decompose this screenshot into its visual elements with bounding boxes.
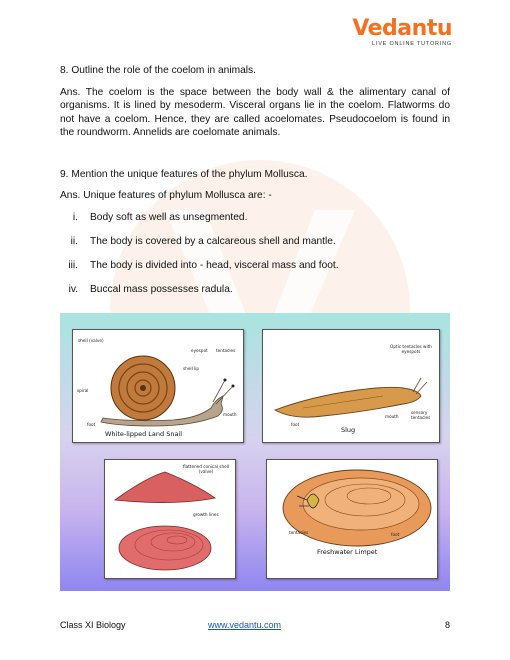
label-sensory-tentacles: sensory tentacles xyxy=(411,410,431,420)
label-growth-lines: growth lines xyxy=(193,512,219,517)
label-optic-tentacles: Optic tentacles with eyespots xyxy=(390,344,432,354)
list-item xyxy=(60,259,450,283)
answer-8: Ans. The coelom is the space between the body wall & the alimentary canal of organisms. It is lined by mesoderm. Visceral organs lie in the coelom. Flatworms do not have a coelom. Hence, they are called acoelomates. Pseudocoelom is found in the roundworm. Annelids are coelomate animals. xyxy=(60,86,450,138)
list-item xyxy=(60,283,450,307)
label-limpet-tentacles: tentacles xyxy=(289,530,309,535)
label-foot: foot xyxy=(87,422,96,427)
list-item-text: The body is covered by a calcareous shell and mantle. xyxy=(90,235,336,247)
caption-slug: Slug xyxy=(341,426,356,434)
page-number: 8 xyxy=(444,620,450,630)
snail-panel xyxy=(72,329,244,443)
limpet-panel xyxy=(266,459,438,579)
label-eyespot: eyespot xyxy=(191,348,208,353)
label-slug-foot: foot xyxy=(291,422,300,427)
caption-snail: White-lipped Land Snail xyxy=(105,430,183,438)
list-item-number: iv. xyxy=(68,283,78,295)
question-8: 8. Outline the role of the coelom in animals. xyxy=(60,65,256,76)
footer-subject: Class XI Biology xyxy=(60,620,126,630)
list-item-number: iii. xyxy=(68,259,78,271)
mollusca-figure xyxy=(60,313,450,591)
label-limpet-foot: foot xyxy=(391,532,400,537)
page-content xyxy=(60,64,450,307)
shell-panel xyxy=(104,459,236,579)
answer-9-intro: Ans. Unique features of phylum Mollusca are: - xyxy=(60,190,272,201)
question-9: 9. Mention the unique features of the phylum Mollusca. xyxy=(60,168,308,180)
slug-panel xyxy=(262,329,440,443)
features-list xyxy=(60,211,450,307)
label-spiral: spiral xyxy=(77,388,89,393)
label-shell-valve: shell (valve) xyxy=(78,338,104,343)
label-mouth: mouth xyxy=(223,412,237,417)
list-item xyxy=(60,235,450,259)
label-slug-mouth: mouth xyxy=(385,414,399,419)
footer-website-link[interactable]: www.vedantu.com xyxy=(208,620,282,630)
list-item-text: The body is divided into - head, visceral mass and foot. xyxy=(90,259,339,271)
snail-illustration xyxy=(73,330,243,442)
list-item-number: i. xyxy=(72,211,78,223)
label-tentacles: tentacles xyxy=(216,348,236,353)
caption-limpet: Freshwater Limpet xyxy=(317,548,378,556)
brand-name: Vedantu xyxy=(352,16,452,41)
list-item-number: ii. xyxy=(70,235,78,247)
list-item-text: Body soft as well as unsegmented. xyxy=(90,211,248,223)
limpet-illustration xyxy=(267,460,437,578)
brand-logo xyxy=(352,18,452,47)
label-flattened-shell: flattened conical shell (valve) xyxy=(182,464,230,474)
shell-illustration xyxy=(105,460,235,578)
label-shell-lip: shell lip xyxy=(183,366,200,371)
list-item-text: Buccal mass possesses radula. xyxy=(90,283,233,295)
brand-tagline: LIVE ONLINE TUTORING xyxy=(372,41,452,47)
list-item xyxy=(60,211,450,235)
